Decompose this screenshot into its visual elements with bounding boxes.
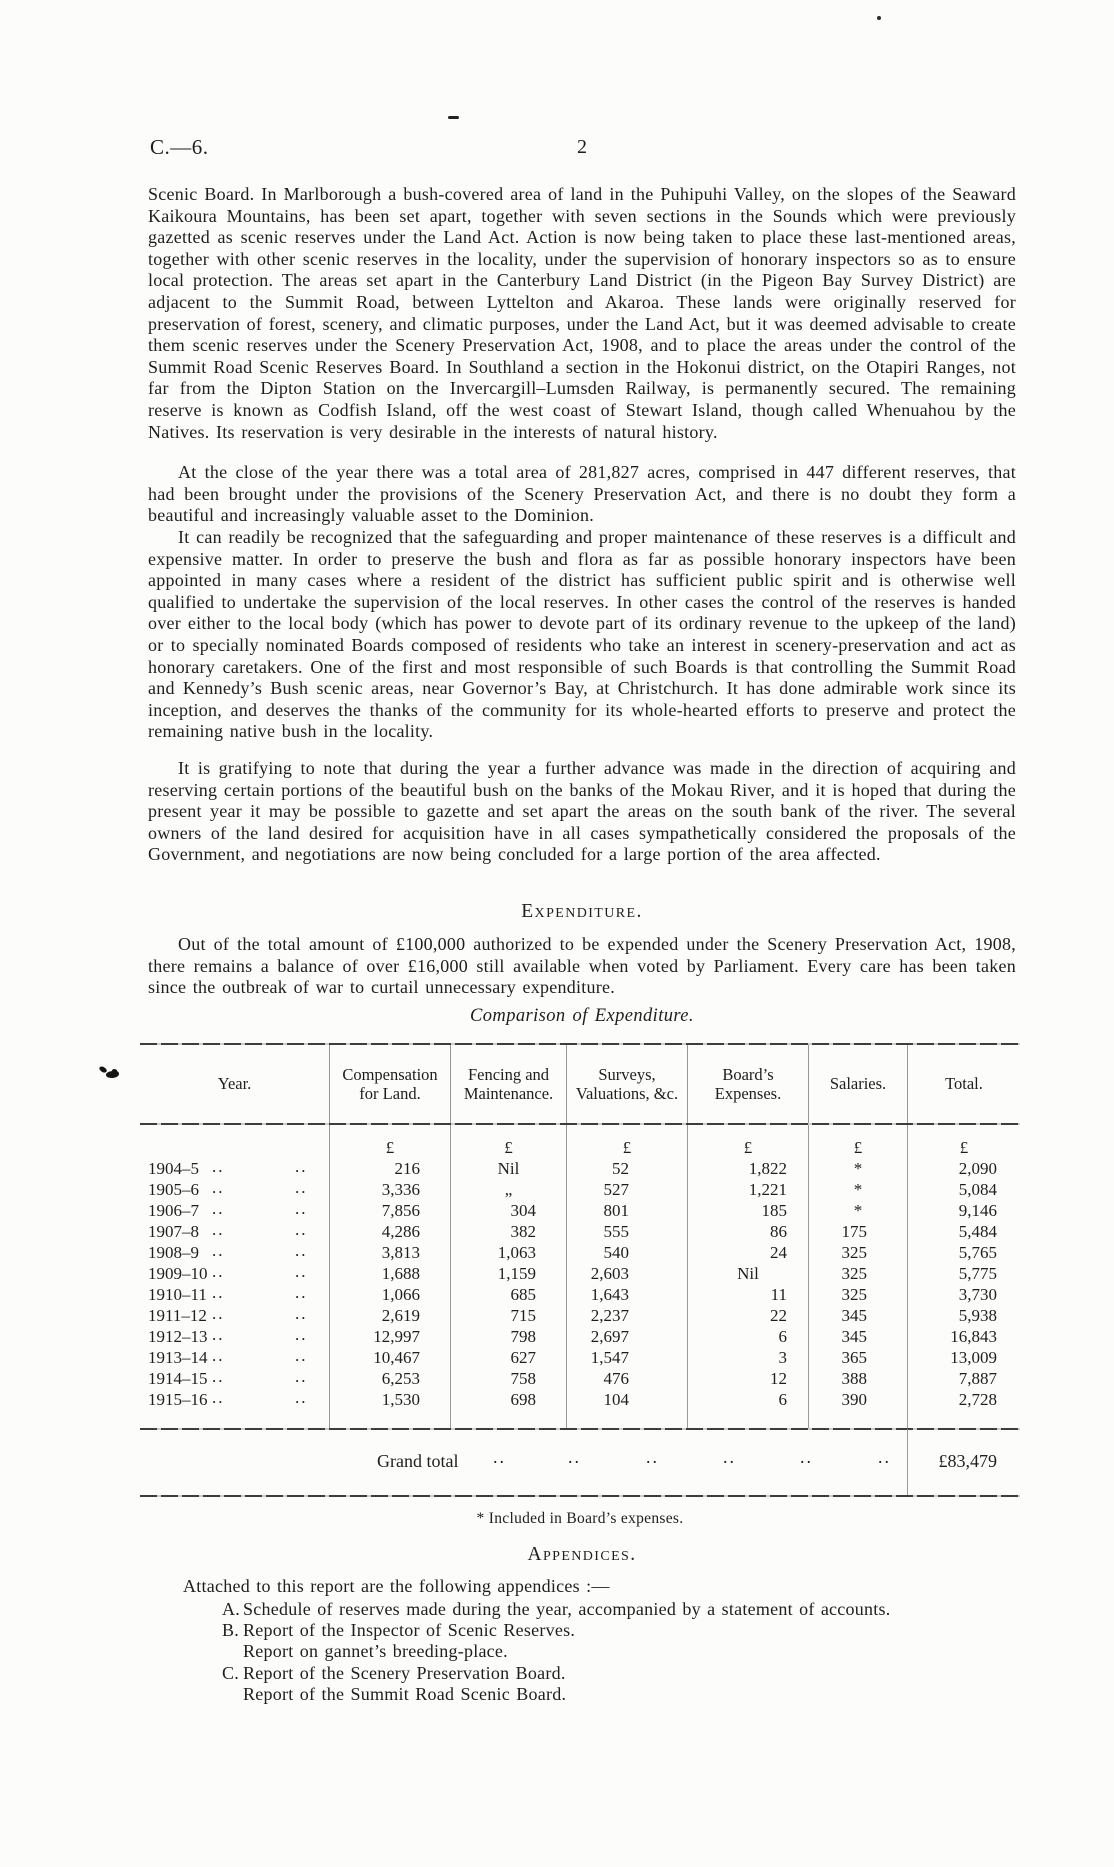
table-cell: 9,146 <box>907 1201 1020 1222</box>
table-cell: 325 <box>808 1285 907 1306</box>
table-cell: 1,159 <box>450 1264 566 1285</box>
leader-dots: .. <box>295 1346 308 1365</box>
paragraph-maintenance: It can readily be recognized that the safeguarding and proper maintenance of these reserves is a difficult and expensive matter. In order to preserve the bush and flora as far as possible honorary inspectors have been appointed in many cases where a resident of the district has sufficient public spirit and is otherwise well qualified to undertake the supervision of the local reserves. In other cases the control of the reserves is handed over either to the local body (which has power to devote part of its ordinary revenue to the upkeep of the land) or to specially nominated Boards composed of residents who take an interest in scenery-preservation and act as honorary caretakers. One of the first and most responsible of such Boards is that controlling the Summit Road and Kennedy’s Bush scenic areas, near Governor’s Bay, at Christchurch. It has done admirable work since its inception, and deserves the thanks of the community for its whole-hearted efforts to preserve and protect the remaining native bush in the locality. <box>148 527 1016 742</box>
table-cell: 7,887 <box>907 1369 1020 1390</box>
leader-dots: .. <box>568 1447 581 1467</box>
table-column-header: Salaries. <box>808 1045 907 1123</box>
table-cell: 22 <box>687 1306 808 1327</box>
appendix-item-text: Schedule of reserves made during the year, accompanied by a statement of accounts. <box>243 1599 891 1619</box>
currency-symbol-cell <box>140 1125 329 1159</box>
appendix-item-text: Report of the Inspector of Scenic Reserves. <box>243 1620 576 1641</box>
year-label: 1906–7 <box>148 1201 199 1220</box>
table-cell: 11 <box>687 1285 808 1306</box>
table-cell: 104 <box>566 1390 687 1411</box>
speck-mark <box>877 16 881 20</box>
leader-dots: .. <box>295 1388 308 1407</box>
table-cell: 685 <box>450 1285 566 1306</box>
year-cell <box>140 1369 329 1390</box>
table-cell: 12 <box>687 1369 808 1390</box>
year-cell <box>140 1390 329 1411</box>
table-title: Comparison of Expenditure. <box>470 1006 694 1026</box>
ink-blot-mark <box>98 1063 122 1085</box>
leader-dots: .. <box>295 1262 308 1281</box>
document-reference: C.—6. <box>150 135 209 159</box>
table-cell: 365 <box>808 1348 907 1369</box>
leader-dots: .. <box>212 1199 225 1218</box>
spacer-cell <box>329 1411 450 1428</box>
leader-dots: .. <box>878 1447 891 1467</box>
table-cell: Nil <box>450 1159 566 1180</box>
leader-dots: .. <box>295 1325 308 1344</box>
leader-dots: .. <box>295 1199 308 1218</box>
table-cell: 216 <box>329 1159 450 1180</box>
table-footnote: * Included in Board’s expenses. <box>476 1510 684 1527</box>
table-cell: 86 <box>687 1222 808 1243</box>
currency-symbol-cell: £ <box>808 1125 907 1159</box>
paragraph-total-area: At the close of the year there was a total area of 281,827 acres, comprised in 447 different reserves, that had been brought under the provisions of the Scenery Preservation Act, and there is no doubt they form a beautiful and increasingly valuable asset to the Dominion. <box>148 462 1016 526</box>
leader-dots: .. <box>212 1283 225 1302</box>
table-cell: 2,697 <box>566 1327 687 1348</box>
table-cell: 5,084 <box>907 1180 1020 1201</box>
table-cell: 5,765 <box>907 1243 1020 1264</box>
appendix-item-label: C. <box>222 1662 240 1683</box>
table-cell: 388 <box>808 1369 907 1390</box>
table-cell: 5,938 <box>907 1306 1020 1327</box>
leader-dots: .. <box>295 1304 308 1323</box>
expenditure-table <box>140 1043 1020 1497</box>
leader-dots: .. <box>212 1325 225 1344</box>
year-label: 1914–15 <box>148 1369 208 1388</box>
paragraph-mokau-river: It is gratifying to note that during the year a further advance was made in the direction of acquiring and reserving certain portions of the beautiful bush on the banks of the Mokau River, and it is hoped that during the present year it may be possible to gazette and set apart the areas on the south bank of the river. The several owners of the land desired for acquisition have in all cases sympathetically considered the proposals of the Government, and negotiations are now being concluded for a large portion of the area affected. <box>148 758 1016 865</box>
currency-symbol-cell: £ <box>329 1125 450 1159</box>
table-cell: 10,467 <box>329 1348 450 1369</box>
table-cell: * <box>808 1201 907 1222</box>
table-cell: 3,813 <box>329 1243 450 1264</box>
leader-dots: .. <box>295 1283 308 1302</box>
leader-dots: .. <box>212 1241 225 1260</box>
table-cell: 185 <box>687 1201 808 1222</box>
currency-symbol-cell: £ <box>907 1125 1020 1159</box>
table-cell: 5,775 <box>907 1264 1020 1285</box>
leader-dots: .. <box>212 1367 225 1386</box>
expenditure-heading: Expenditure. <box>521 901 643 922</box>
currency-symbol-cell: £ <box>450 1125 566 1159</box>
year-label: 1908–9 <box>148 1243 199 1262</box>
leader-dots: .. <box>493 1447 506 1467</box>
leader-dots: .. <box>295 1220 308 1239</box>
spacer-cell <box>687 1411 808 1428</box>
year-label: 1907–8 <box>148 1222 199 1241</box>
year-label: 1911–12 <box>148 1306 207 1325</box>
year-cell <box>140 1222 329 1243</box>
table-cell: 527 <box>566 1180 687 1201</box>
paragraph-scenic-board: Scenic Board. In Marlborough a bush-covered area of land in the Puhipuhi Valley, on the slopes of the Seaward Kaikoura Mountains, has been set apart, together with seven sections in the Sounds which were previously gazetted as scenic reserves under the Land Act. Action is now being taken to place these last-mentioned areas, together with other scenic reserves in the locality, under the supervision of honorary inspectors so as to ensure local protection. The areas set apart in the Canterbury Land District (in the Pigeon Bay Survey District) are adjacent to the Summit Road, between Lyttelton and Akaroa. These lands were originally reserved for preservation of forest, scenery, and climatic purposes, under the Land Act, but it was deemed advisable to create them scenic reserves under the Scenery Preservation Act, 1908, and to place the areas under the control of the Summit Road Scenic Reserves Board. In Southland a section in the Hokonui district, on the Otapiri Ranges, not far from the Dipton Station on the Invercargill–Lumsden Railway, is permanently secured. The remaining reserve is known as Codfish Island, off the west coast of Stewart Island, though called Whenuahou by the Natives. Its reservation is very desirable in the interests of natural history. <box>148 184 1016 442</box>
table-cell: 390 <box>808 1390 907 1411</box>
year-label: 1912–13 <box>148 1327 208 1346</box>
table-cell: 382 <box>450 1222 566 1243</box>
table-cell: 6,253 <box>329 1369 450 1390</box>
leader-dots: .. <box>295 1157 308 1176</box>
table-column-header: Surveys, Valuations, &c. <box>566 1045 687 1123</box>
table-cell: 2,603 <box>566 1264 687 1285</box>
leader-dots: .. <box>212 1220 225 1239</box>
year-label: 1913–14 <box>148 1348 208 1367</box>
table-cell: 3 <box>687 1348 808 1369</box>
table-column-header: Year. <box>217 1074 252 1094</box>
leader-dots: .. <box>212 1262 225 1281</box>
table-cell: 540 <box>566 1243 687 1264</box>
spacer-cell <box>566 1411 687 1428</box>
year-cell <box>140 1243 329 1264</box>
table-cell: 1,643 <box>566 1285 687 1306</box>
table-cell: 13,009 <box>907 1348 1020 1369</box>
year-cell <box>140 1327 329 1348</box>
appendix-item-text: Report on gannet’s breeding-place. <box>243 1641 508 1662</box>
year-cell <box>140 1285 329 1306</box>
table-cell: 325 <box>808 1243 907 1264</box>
appendix-item <box>222 1641 891 1662</box>
table-cell: 798 <box>450 1327 566 1348</box>
table-cell: 715 <box>450 1306 566 1327</box>
table-cell: 1,547 <box>566 1348 687 1369</box>
year-label: 1915–16 <box>148 1390 208 1409</box>
appendix-item <box>222 1684 891 1705</box>
table-cell: 2,728 <box>907 1390 1020 1411</box>
grand-total-label: Grand total <box>377 1451 459 1471</box>
appendix-item-label: A. <box>222 1599 240 1619</box>
table-cell: 16,843 <box>907 1327 1020 1348</box>
table-cell: 6 <box>687 1390 808 1411</box>
table-cell: 627 <box>450 1348 566 1369</box>
year-cell <box>140 1264 329 1285</box>
table-cell: 476 <box>566 1369 687 1390</box>
table-cell: 6 <box>687 1327 808 1348</box>
table-cell: * <box>808 1180 907 1201</box>
appendix-item-label: B. <box>222 1620 240 1641</box>
table-column-header: Fencing and Maintenance. <box>450 1045 566 1123</box>
table-column-header: Total. <box>907 1045 1020 1123</box>
table-cell: 758 <box>450 1369 566 1390</box>
leader-dots: .. <box>212 1304 225 1323</box>
currency-symbol-cell: £ <box>687 1125 808 1159</box>
year-label: 1910–11 <box>148 1285 207 1304</box>
expenditure-table-body <box>140 1125 1020 1428</box>
year-label: 1909–10 <box>148 1264 208 1283</box>
table-cell: 1,688 <box>329 1264 450 1285</box>
table-column-header: Compensation for Land. <box>329 1045 450 1123</box>
table-cell: 1,530 <box>329 1390 450 1411</box>
year-cell <box>140 1159 329 1180</box>
table-cell: 1,063 <box>450 1243 566 1264</box>
table-cell: 3,730 <box>907 1285 1020 1306</box>
table-cell: 698 <box>450 1390 566 1411</box>
appendices-heading: Appendices. <box>527 1544 637 1565</box>
table-cell: 2,090 <box>907 1159 1020 1180</box>
leader-dots: .. <box>723 1447 736 1467</box>
table-cell: 1,822 <box>687 1159 808 1180</box>
spacer-cell <box>907 1411 1020 1428</box>
leader-dots: .. <box>295 1367 308 1386</box>
currency-symbol-cell: £ <box>566 1125 687 1159</box>
table-cell: 325 <box>808 1264 907 1285</box>
table-cell: 345 <box>808 1327 907 1348</box>
leader-dots: .. <box>646 1447 659 1467</box>
table-cell: „ <box>450 1180 566 1201</box>
leader-dots: .. <box>212 1157 225 1176</box>
leader-dots: .. <box>212 1346 225 1365</box>
spacer-cell <box>808 1411 907 1428</box>
spacer-cell <box>450 1411 566 1428</box>
table-rule-bottom <box>140 1495 1020 1497</box>
table-cell: 1,221 <box>687 1180 808 1201</box>
table-cell: 555 <box>566 1222 687 1243</box>
year-cell <box>140 1306 329 1327</box>
table-cell: Nil <box>687 1264 808 1285</box>
appendix-item-text: Report of the Summit Road Scenic Board. <box>243 1683 567 1704</box>
leader-dots: .. <box>295 1178 308 1197</box>
table-cell: 3,336 <box>329 1180 450 1201</box>
table-cell: 4,286 <box>329 1222 450 1243</box>
printers-dash-mark <box>448 116 459 119</box>
table-cell: 2,237 <box>566 1306 687 1327</box>
table-cell: 12,997 <box>329 1327 450 1348</box>
leader-dots: .. <box>295 1241 308 1260</box>
appendix-item <box>222 1599 891 1620</box>
appendices-intro: Attached to this report are the following appendices :— <box>183 1576 610 1596</box>
year-cell <box>140 1180 329 1201</box>
table-cell: 801 <box>566 1201 687 1222</box>
appendix-item <box>222 1620 891 1641</box>
leader-dots: .. <box>212 1178 225 1197</box>
table-column-header: Board’s Expenses. <box>687 1045 808 1123</box>
paragraph-expenditure: Out of the total amount of £100,000 authorized to be expended under the Scenery Preservation Act, 1908, there remains a balance of over £16,000 still available when voted by Parliament. Every care has been taken since the outbreak of war to curtail unnecessary expenditure. <box>148 934 1016 998</box>
table-cell: 2,619 <box>329 1306 450 1327</box>
table-cell: 345 <box>808 1306 907 1327</box>
page-number: 2 <box>577 136 587 158</box>
year-cell <box>140 1348 329 1369</box>
table-cell: 7,856 <box>329 1201 450 1222</box>
year-cell <box>140 1201 329 1222</box>
table-cell: 5,484 <box>907 1222 1020 1243</box>
expenditure-table-header <box>140 1045 1020 1123</box>
spacer-cell <box>140 1411 329 1428</box>
table-cell: 1,066 <box>329 1285 450 1306</box>
table-cell: 24 <box>687 1243 808 1264</box>
table-cell: 52 <box>566 1159 687 1180</box>
appendix-item-text: Report of the Scenery Preservation Board. <box>243 1662 566 1683</box>
appendices-list <box>222 1599 891 1705</box>
grand-total-row <box>140 1429 1020 1495</box>
appendix-item <box>222 1663 891 1684</box>
year-label: 1905–6 <box>148 1180 199 1199</box>
table-cell: 175 <box>808 1222 907 1243</box>
leader-dots: .. <box>800 1447 813 1467</box>
table-cell: * <box>808 1159 907 1180</box>
grand-total-value: £83,479 <box>938 1451 997 1471</box>
year-label: 1904–5 <box>148 1159 199 1178</box>
leader-dots: .. <box>212 1388 225 1407</box>
table-cell: 304 <box>450 1201 566 1222</box>
